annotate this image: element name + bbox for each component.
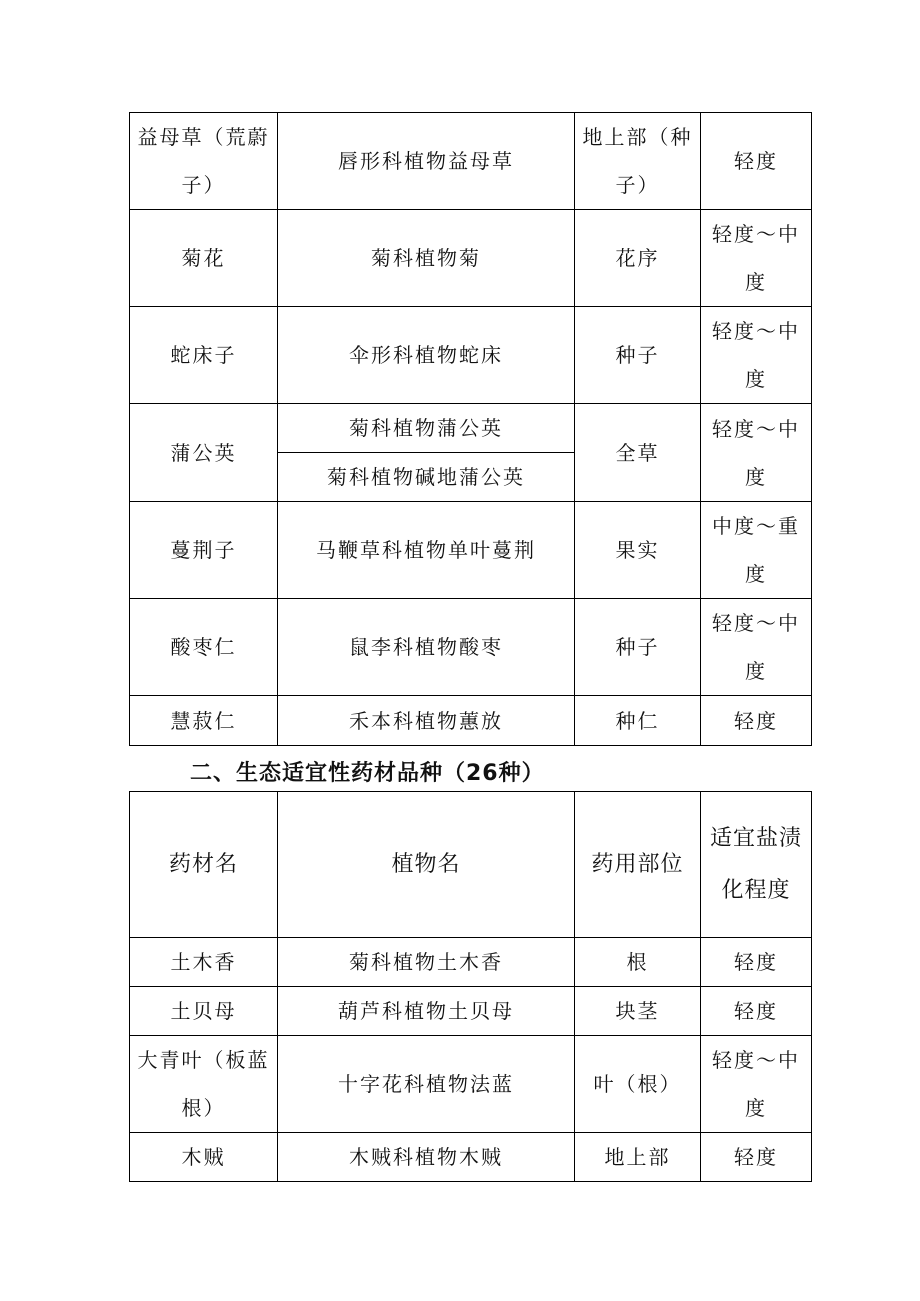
medicinal-part-cell: 地上部（种子） (575, 113, 701, 210)
table-row (130, 1133, 812, 1182)
plant-name-cell: 禾本科植物蕙放 (278, 696, 575, 746)
table-row (130, 502, 812, 599)
table-row (130, 113, 812, 210)
salinity-degree-cell: 轻度～中度 (701, 599, 812, 696)
table-row (130, 938, 812, 987)
plant-name-cell: 菊科植物碱地蒲公英 (278, 453, 575, 502)
herb-name-cell: 木贼 (130, 1133, 278, 1182)
header-herb-name: 药材名 (130, 792, 278, 938)
medicinal-part-cell: 果实 (575, 502, 701, 599)
medicinal-part-cell: 花序 (575, 210, 701, 307)
medicinal-part-cell: 地上部 (575, 1133, 701, 1182)
medicinal-part-cell: 种子 (575, 307, 701, 404)
medicinal-part-cell: 全草 (575, 404, 701, 502)
table-header-row (130, 792, 812, 938)
eco-suitable-herb-table (129, 791, 812, 1182)
plant-name-cell: 伞形科植物蛇床 (278, 307, 575, 404)
herb-name-cell: 益母草（荒蔚子） (130, 113, 278, 210)
table-row (130, 696, 812, 746)
medicinal-part-cell: 块茎 (575, 987, 701, 1036)
salinity-degree-cell: 轻度 (701, 1133, 812, 1182)
herb-name-cell: 蒲公英 (130, 404, 278, 502)
table-row (130, 987, 812, 1036)
header-salinity-degree: 适宜盐渍化程度 (701, 792, 812, 938)
plant-name-cell: 唇形科植物益母草 (278, 113, 575, 210)
plant-name-cell: 木贼科植物木贼 (278, 1133, 575, 1182)
herb-name-cell: 蛇床子 (130, 307, 278, 404)
plant-name-cell: 鼠李科植物酸枣 (278, 599, 575, 696)
plant-name-cell: 马鞭草科植物单叶蔓荆 (278, 502, 575, 599)
medicinal-part-cell: 种子 (575, 599, 701, 696)
table-row (130, 1036, 812, 1133)
plant-name-cell: 葫芦科植物土贝母 (278, 987, 575, 1036)
table-row (130, 599, 812, 696)
salinity-degree-cell: 中度～重度 (701, 502, 812, 599)
herb-name-cell: 酸枣仁 (130, 599, 278, 696)
plant-name-cell: 菊科植物蒲公英 (278, 404, 575, 453)
salinity-degree-cell: 轻度 (701, 938, 812, 987)
header-plant-name: 植物名 (278, 792, 575, 938)
plant-name-cell: 菊科植物菊 (278, 210, 575, 307)
herb-table-continued (129, 112, 812, 746)
header-medicinal-part: 药用部位 (575, 792, 701, 938)
herb-name-cell: 土贝母 (130, 987, 278, 1036)
medicinal-part-cell: 叶（根） (575, 1036, 701, 1133)
salinity-degree-cell: 轻度 (701, 113, 812, 210)
herb-name-cell: 大青叶（板蓝根） (130, 1036, 278, 1133)
herb-name-cell: 土木香 (130, 938, 278, 987)
plant-name-cell: 菊科植物土木香 (278, 938, 575, 987)
salinity-degree-cell: 轻度～中度 (701, 307, 812, 404)
herb-name-cell: 蔓荆子 (130, 502, 278, 599)
herb-name-cell: 慧菽仁 (130, 696, 278, 746)
medicinal-part-cell: 种仁 (575, 696, 701, 746)
salinity-degree-cell: 轻度 (701, 987, 812, 1036)
salinity-degree-cell: 轻度 (701, 696, 812, 746)
medicinal-part-cell: 根 (575, 938, 701, 987)
table-row (130, 404, 812, 453)
salinity-degree-cell: 轻度～中度 (701, 210, 812, 307)
section-heading: 二、生态适宜性药材品种（26种） (190, 761, 545, 786)
herb-name-cell: 菊花 (130, 210, 278, 307)
table-row (130, 210, 812, 307)
salinity-degree-cell: 轻度～中度 (701, 1036, 812, 1133)
plant-name-cell: 十字花科植物法蓝 (278, 1036, 575, 1133)
salinity-degree-cell: 轻度～中度 (701, 404, 812, 502)
table-row (130, 307, 812, 404)
